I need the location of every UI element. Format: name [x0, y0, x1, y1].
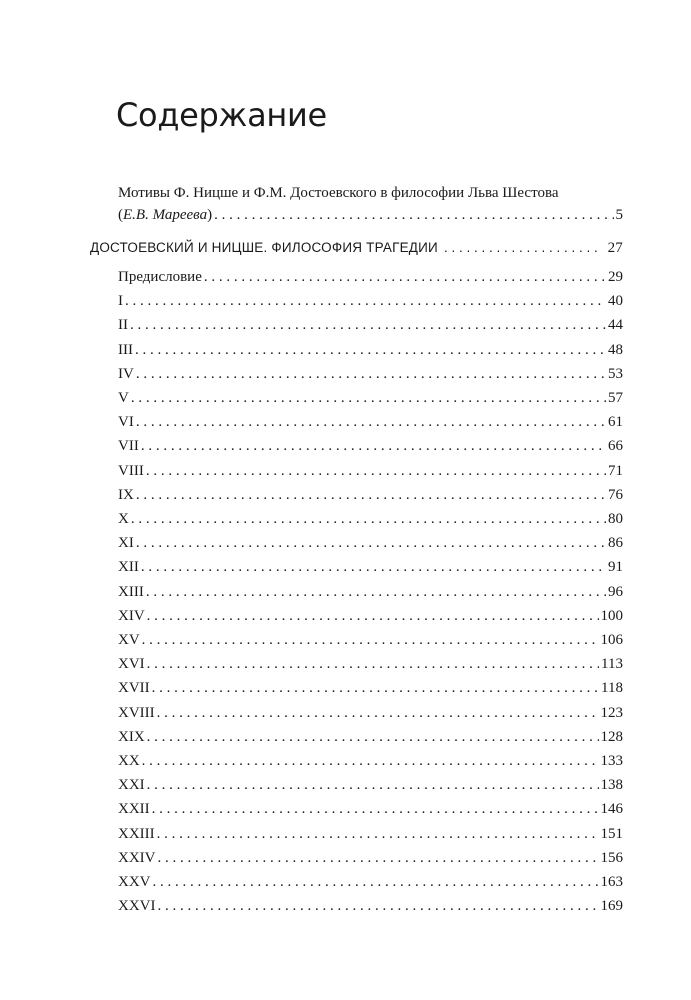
toc-entry-label: V: [118, 390, 129, 406]
toc-entry-page: 44: [608, 317, 623, 334]
toc-entry-page: 71: [608, 462, 623, 479]
toc-entry-label: XIX: [118, 728, 145, 745]
toc-entry[interactable]: [118, 800, 623, 818]
toc-entry-label: XXIII: [118, 825, 155, 842]
leader-dots: [136, 365, 606, 383]
toc-entry-label: XXIV: [118, 849, 156, 866]
toc-entry-intro[interactable]: [118, 206, 623, 224]
intro-author: Е.В. Мареева: [123, 207, 208, 223]
toc-entry[interactable]: [118, 413, 623, 431]
toc-part-heading[interactable]: [90, 239, 623, 257]
toc-entry-label: VIII: [118, 462, 144, 479]
leader-dots: [136, 413, 606, 431]
toc-entry-page: 138: [600, 777, 623, 794]
toc-part-label: ДОСТОЕВСКИЙ И НИЦШЕ. ФИЛОСОФИЯ ТРАГЕДИИ: [90, 240, 438, 255]
toc-entry-page: 66: [608, 438, 623, 455]
leader-dots: [146, 583, 606, 601]
toc-entry[interactable]: [118, 437, 623, 455]
leader-dots: [125, 292, 606, 310]
toc-entry[interactable]: [118, 704, 623, 722]
toc-entry-page: 146: [600, 801, 623, 818]
toc-entry-label: II: [118, 317, 128, 334]
leader-dots: [147, 728, 599, 746]
toc-entry[interactable]: [118, 462, 623, 480]
leader-dots: [204, 268, 606, 286]
leader-dots: [158, 849, 599, 867]
toc-entry-label: Предисловие: [118, 269, 202, 285]
leader-dots: [136, 486, 606, 504]
toc-entry[interactable]: [118, 558, 623, 576]
toc-entry[interactable]: [118, 341, 623, 359]
toc-entry[interactable]: [118, 534, 623, 552]
toc-entry[interactable]: [118, 825, 623, 843]
toc-entry[interactable]: [118, 873, 623, 891]
toc-entry[interactable]: [118, 752, 623, 770]
toc-entry-page: 29: [608, 269, 623, 285]
toc-entry[interactable]: [118, 607, 623, 625]
toc-entry-label: I: [118, 293, 123, 310]
toc-entry[interactable]: [118, 268, 623, 286]
toc-entry-label: XVII: [118, 680, 150, 697]
toc-entry[interactable]: [118, 728, 623, 746]
leader-dots: [147, 655, 599, 673]
toc-entry-page: 86: [608, 535, 623, 552]
toc-entry[interactable]: [118, 389, 623, 407]
leader-dots: [142, 631, 599, 649]
toc-entry-label: XX: [118, 753, 140, 769]
toc-entry[interactable]: [118, 655, 623, 673]
toc-entry-page: 48: [608, 341, 623, 358]
toc-entry[interactable]: [118, 316, 623, 334]
toc-entry-page: 133: [600, 753, 623, 769]
toc-entry[interactable]: [118, 583, 623, 601]
toc-entry-page: 61: [608, 414, 623, 431]
toc-entry-label: XVIII: [118, 704, 155, 721]
toc-entry-label: VI: [118, 414, 134, 431]
leader-dots: [146, 462, 606, 480]
toc-entry[interactable]: [118, 631, 623, 649]
leader-dots: [147, 607, 599, 625]
toc-entry-page: 169: [600, 898, 623, 915]
toc-entry[interactable]: [118, 510, 623, 528]
toc-entry[interactable]: [118, 849, 623, 867]
leader-dots: [135, 341, 606, 359]
toc-entry-label: III: [118, 341, 133, 358]
toc-intro-line-1: Мотивы Ф. Ницше и Ф.М. Достоевского в философии Льва Шестова: [118, 185, 559, 201]
toc-entry-label: IV: [118, 365, 134, 382]
toc-entry-page: 40: [608, 293, 623, 310]
leader-dots: [157, 825, 599, 843]
toc-part-page: 27: [607, 240, 623, 256]
toc-entry-page: 106: [600, 632, 623, 648]
toc-entry-page: 128: [600, 728, 623, 745]
toc-entry-page: 113: [601, 656, 623, 673]
toc-entry-page: 163: [600, 874, 623, 890]
toc-entry[interactable]: [118, 897, 623, 915]
toc-entry-label: XI: [118, 535, 134, 552]
toc-entry-label: VII: [118, 438, 139, 455]
toc-entry-label: XXVI: [118, 898, 156, 915]
toc-entry-page: 118: [601, 680, 623, 697]
toc-entry[interactable]: [118, 486, 623, 504]
toc-entry-page: 91: [608, 559, 623, 576]
leader-dots: [444, 239, 600, 257]
leader-dots: [157, 704, 599, 722]
leader-dots: [141, 437, 606, 455]
toc-entry-label: XIV: [118, 607, 145, 624]
toc-entry[interactable]: [118, 679, 623, 697]
toc-entry-label: XXV: [118, 874, 151, 890]
toc-entry-label: X: [118, 511, 129, 527]
leader-dots: [153, 873, 599, 891]
toc-entry-page: 53: [608, 365, 623, 382]
leader-dots: [131, 389, 606, 407]
toc-entry-label: XV: [118, 632, 140, 648]
toc-entry-page: 57: [608, 390, 623, 406]
toc-entry[interactable]: [118, 365, 623, 383]
leader-dots: [142, 752, 599, 770]
toc-entry-label: IX: [118, 486, 134, 503]
toc-entry-page: 80: [608, 511, 623, 527]
leader-dots: [158, 897, 599, 915]
toc-entry-page: 96: [608, 583, 623, 600]
leader-dots: [152, 800, 599, 818]
toc-entry-page: 151: [600, 825, 623, 842]
leader-dots: [136, 534, 606, 552]
toc-entry-label: XXI: [118, 777, 145, 794]
toc-entry-page: 76: [608, 486, 623, 503]
toc-entry-label: XVI: [118, 656, 145, 673]
toc-entry-page: 156: [600, 849, 623, 866]
leader-dots: [152, 679, 599, 697]
toc-entry-label: (Е.В. Мареева): [118, 207, 213, 223]
leader-dots: [147, 776, 599, 794]
page-title: Содержание: [116, 96, 327, 134]
toc-entry-label: XII: [118, 559, 139, 576]
leader-dots: [131, 510, 606, 528]
toc-entry-label: XIII: [118, 583, 144, 600]
leader-dots: [141, 558, 606, 576]
leader-dots: [214, 206, 613, 224]
leader-dots: [130, 316, 606, 334]
toc-entry[interactable]: [118, 776, 623, 794]
toc-entry-page: 100: [600, 607, 623, 624]
toc-entry-page: 5: [615, 207, 623, 223]
toc-entry-page: 123: [600, 704, 623, 721]
toc-entry-label: XXII: [118, 801, 150, 818]
toc-entry[interactable]: [118, 292, 623, 310]
